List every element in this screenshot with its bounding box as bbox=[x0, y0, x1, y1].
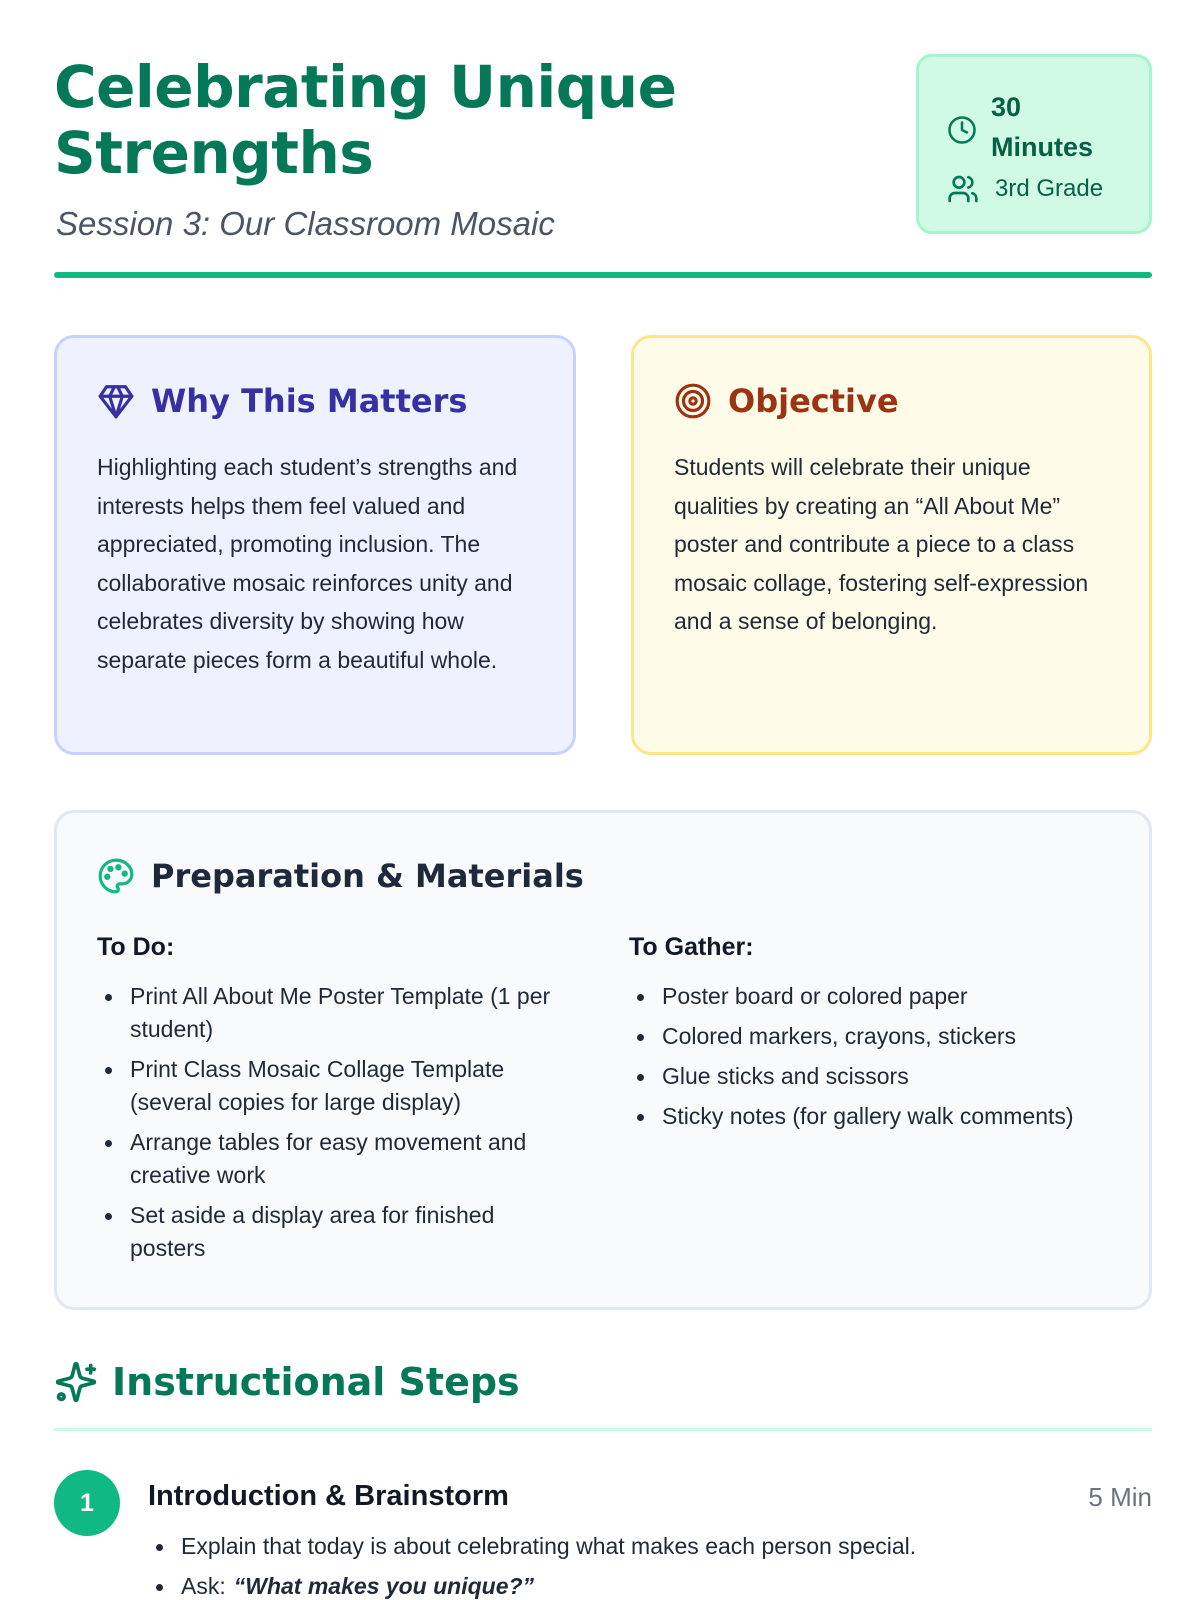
lesson-info-badge bbox=[916, 54, 1152, 234]
list-item: Sticky notes (for gallery walk comments) bbox=[629, 1100, 1099, 1133]
gather-column bbox=[629, 933, 1099, 1140]
list-item: Set aside a display area for finished posters bbox=[97, 1199, 567, 1265]
step-title: Introduction & Brainstorm bbox=[148, 1480, 509, 1512]
steps-divider bbox=[54, 1428, 1152, 1431]
list-item: Arrange tables for easy movement and creative work bbox=[97, 1126, 567, 1192]
page-title: Celebrating Unique Strengths bbox=[54, 53, 677, 187]
list-item bbox=[148, 1566, 1148, 1600]
list-item: Glue sticks and scissors bbox=[629, 1060, 1099, 1093]
why-body: Highlighting each student’s strengths and interests helps them feel valued and appreciated, promoting inclusion. The collaborative mosaic reinforces unity and celebrates diversity by showing how separate pieces form a beautiful whole. bbox=[97, 454, 518, 673]
sparkles-icon bbox=[54, 1360, 98, 1404]
users-icon bbox=[947, 173, 979, 205]
page-subtitle: Session 3: Our Classroom Mosaic bbox=[56, 205, 555, 242]
why-this-matters-card bbox=[54, 335, 576, 755]
list-item: Explain that today is about celebrating what makes each person special. bbox=[148, 1526, 1148, 1566]
step-number-badge: 1 bbox=[54, 1470, 120, 1536]
todo-label: To Do: bbox=[97, 933, 175, 961]
todo-list bbox=[97, 980, 567, 1265]
objective-body: Students will celebrate their unique qualities by creating an “All About Me” poster and contribute a piece to a class mosaic collage, fostering self-expression and a sense of belonging. bbox=[674, 454, 1089, 634]
lesson-header bbox=[54, 0, 1152, 285]
step-bullets bbox=[148, 1526, 1148, 1600]
preparation-card bbox=[54, 810, 1152, 1310]
gather-list bbox=[629, 980, 1099, 1133]
header-divider bbox=[54, 272, 1152, 278]
objective-card bbox=[631, 335, 1152, 755]
list-item: Print Class Mosaic Collage Template (several copies for large display) bbox=[97, 1053, 567, 1119]
instructional-steps-header bbox=[54, 1360, 520, 1404]
gather-label: To Gather: bbox=[629, 933, 754, 961]
ask-label: Ask: bbox=[181, 1573, 226, 1599]
palette-icon bbox=[97, 857, 135, 895]
step-duration: 5 Min bbox=[1088, 1482, 1152, 1512]
objective-heading: Objective bbox=[728, 382, 899, 420]
lesson-plan-page bbox=[54, 0, 1152, 1599]
list-item: Colored markers, crayons, stickers bbox=[629, 1020, 1099, 1053]
clock-icon bbox=[947, 115, 977, 145]
gem-icon bbox=[97, 382, 135, 420]
todo-column bbox=[97, 933, 567, 1272]
why-heading: Why This Matters bbox=[151, 382, 468, 420]
target-icon bbox=[674, 382, 712, 420]
list-item: Print All About Me Poster Template (1 per student) bbox=[97, 980, 567, 1046]
list-item: Poster board or colored paper bbox=[629, 980, 1099, 1013]
ask-quote: “What makes you unique?” bbox=[233, 1573, 535, 1599]
duration-label: 30 Minutes bbox=[991, 92, 1094, 162]
preparation-heading: Preparation & Materials bbox=[151, 857, 584, 895]
grade-label: 3rd Grade bbox=[995, 175, 1104, 202]
steps-heading: Instructional Steps bbox=[112, 1360, 520, 1404]
